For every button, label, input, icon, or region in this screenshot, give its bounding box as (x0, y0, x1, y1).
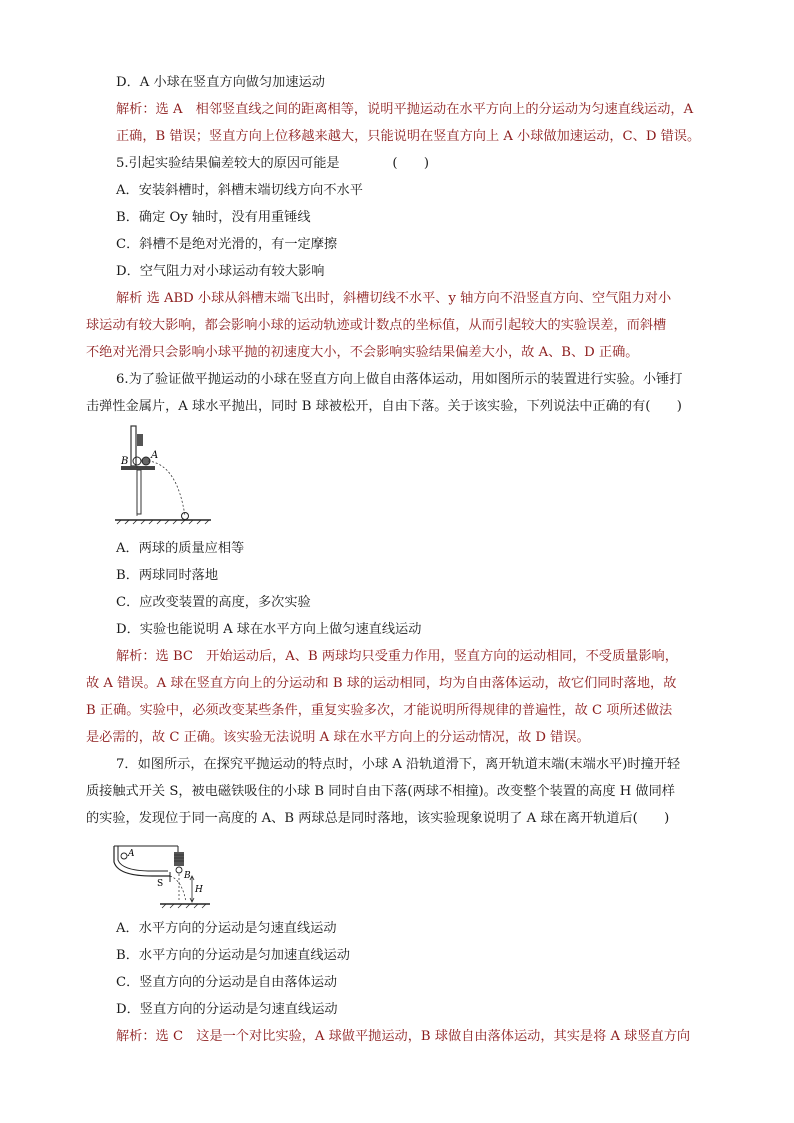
q6-answer-line-3: B 正确。实验中，必须改变某些条件，重复实验多次，才能说明所得规律的普遍性，故 C 项所述做法 (86, 703, 673, 718)
q5-option-a: A．安装斜槽时，斜槽末端切线方向不水平 (116, 183, 363, 198)
q6-label-a: A (151, 450, 159, 461)
q7-label-a: A (128, 849, 135, 859)
q6-option-c: C．应改变装置的高度，多次实验 (116, 595, 311, 610)
q5-stem: 5.引起实验结果偏差较大的原因可能是 ( ) (116, 156, 429, 171)
q7-option-c: C．竖直方向的分运动是自由落体运动 (116, 975, 338, 990)
q4-answer-line-2: 正确，B 错误；竖直方向上位移越来越大，只能说明在竖直方向上 A 小球做加速运动，C、D 错误。 (116, 129, 701, 144)
q7-stem-line-1: 7．如图所示，在探究平抛运动的特点时，小球 A 沿轨道滑下，离开轨道末端(末端水平)时撞开轻 (116, 757, 681, 772)
q6-label-b: B (121, 456, 129, 467)
q7-stem-line-3: 的实验，发现位于同一高度的 A、B 两球总是同时落地，该实验现象说明了 A 球在离开轨道后( ) (86, 811, 670, 826)
q7-option-d: D．竖直方向的分运动是匀速直线运动 (116, 1002, 338, 1017)
q5-option-c: C．斜槽不是绝对光滑的，有一定摩擦 (116, 237, 338, 252)
q5-answer-line-1: 解析 选 ABD 小球从斜槽末端飞出时，斜槽切线不水平、y 轴方向不沿竖直方向、空气阻力对小 (116, 291, 672, 306)
q5-answer-line-3: 不绝对光滑只会影响小球平抛的初速度大小，不会影响实验结果偏差大小，故 A、B、D 正确。 (86, 345, 639, 360)
q5-option-b: B．确定 Oy 轴时，没有用重锤线 (116, 210, 311, 225)
q5-answer-line-2: 球运动有较大影响，都会影响小球的运动轨迹或计数点的坐标值，从而引起较大的实验误差，而斜槽 (86, 318, 667, 333)
q7-label-s: S (157, 879, 164, 889)
q7-figure (112, 840, 212, 912)
q4-answer-line-1: 解析：选 A 相邻竖直线之间的距离相等，说明平抛运动在水平方向上的分运动为匀速直线运动，A (116, 102, 694, 117)
q7-stem-line-2: 质接触式开关 S，被电磁铁吸住的小球 B 同时自由下落(两球不相撞)。改变整个装置的高度 H 做同样 (86, 784, 675, 799)
q6-stem-line-1: 6.为了验证做平抛运动的小球在竖直方向上做自由落体运动，用如图所示的装置进行实验。小锤打 (116, 372, 683, 387)
q7-option-b: B．水平方向的分运动是匀加速直线运动 (116, 948, 350, 963)
q6-stem-line-2: 击弹性金属片，A 球水平抛出，同时 B 球被松开，自由下落。关于该实验，下列说法中正确的有( ) (86, 399, 682, 414)
q4-option-d: D．A 小球在竖直方向做匀加速运动 (116, 75, 325, 90)
q7-label-b: B (184, 871, 191, 881)
q6-answer-line-4: 是必需的，故 C 正确。该实验无法说明 A 球在水平方向上的分运动情况，故 D 错误。 (86, 730, 590, 745)
q6-figure (115, 420, 215, 530)
q6-option-b: B．两球同时落地 (116, 568, 219, 583)
q6-answer-line-2: 故 A 错误。A 球在竖直方向上的分运动和 B 球的运动相同，均为自由落体运动，故它们同时落地，故 (86, 676, 677, 691)
q6-option-a: A．两球的质量应相等 (116, 541, 245, 556)
q7-label-h: H (195, 885, 203, 895)
q6-answer-line-1: 解析：选 BC 开始运动后，A、B 两球均只受重力作用，竖直方向的运动相同，不受质量影响， (116, 649, 678, 664)
q6-option-d: D．实验也能说明 A 球在水平方向上做匀速直线运动 (116, 622, 422, 637)
q5-option-d: D．空气阻力对小球运动有较大影响 (116, 264, 325, 279)
q7-answer-line-1: 解析：选 C 这是一个对比实验，A 球做平抛运动，B 球做自由落体运动，其实是将 A 球竖直方向 (116, 1029, 691, 1044)
q7-option-a: A．水平方向的分运动是匀速直线运动 (116, 921, 337, 936)
